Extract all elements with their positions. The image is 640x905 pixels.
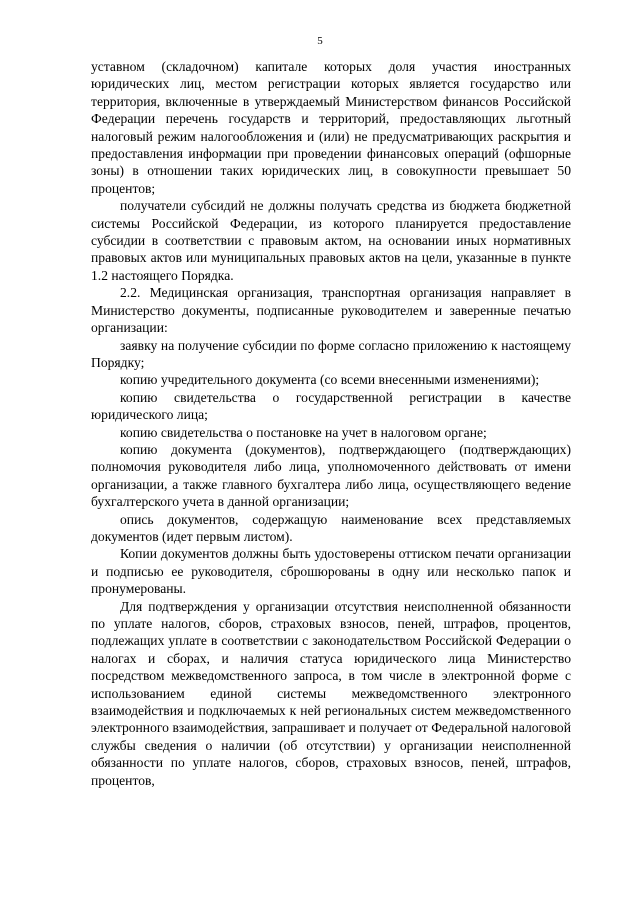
paragraph-interagency-request: Для подтверждения у организации отсутствия неисполненной обязанности по уплате налогов, сборов, страховых взносов, пеней, штрафов, процентов, подлежащих уплате в соответствии с законодательством Российской Федерации о налогах и сборах, и наличия статуса юридического лица Министерство посредством межведомственного запроса, в том числе в электронной форме с использованием единой системы межведомственного электронного взаимодействия и подключаемых к ней региональных систем межведомственного электронного взаимодействия, запрашивает и получает от Федеральной налоговой службы сведения о наличии (об отсутствии) у организации неисполненной обязанности по уплате налогов, сборов, страховых взносов, пеней, штрафов, процентов, [91,598,571,788]
paragraph-no-budget-funds: получатели субсидий не должны получать средства из бюджета бюджетной системы Российской Федерации, из которого планируется предоставление субсидии в соответствии с правовым актом, на основании иных нормативных правовых актов или муниципальных правовых актов на цели, указанные в пункте 1.2 настоящего Порядка. [91,198,571,283]
list-item-charter-copy: копию учредительного документа (со всеми внесенными изменениями); [120,372,540,388]
list-item-tax-registration: копию свидетельства о постановке на учет в налоговом органе; [120,424,487,440]
list-item-inventory: опись документов, содержащую наименование всех представляемых документов (идет первым листом). [91,511,571,544]
list-item-application: заявку на получение субсидии по форме согласно приложению к настоящему Порядку; [91,337,571,370]
list-item-authority-documents: копию документа (документов), подтверждающего (подтверждающих) полномочия руководителя либо лица, уполномоченного действовать от имени организации, а также главного бухгалтера либо лица, осуществляющего ведение бухгалтерского учета в данной организации; [91,441,571,510]
document-body [91,58,571,789]
paragraph-copies-certification: Копии документов должны быть удостоверены оттиском печати организации и подписью ее руководителя, сброшюрованы в одну или несколько папок и пронумерованы. [91,546,571,597]
list-item-registration-certificate: копию свидетельства о государственной регистрации в качестве юридического лица; [91,389,571,423]
paragraph-2-2-documents: 2.2. Медицинская организация, транспортная организация направляет в Министерство документы, подписанные руководителем и заверенные печатью организации: [91,285,571,336]
paragraph-offshore-continuation: уставном (складочном) капитале которых доля участия иностранных юридических лиц, местом регистрации которых является государство или территория, включенные в утверждаемый Министерством финансов Российской Федерации перечень государств и территорий, предоставляющих льготный налоговый режим налогообложения и (или) не предусматривающих раскрытия и предоставления информации при проведении финансовых операций (офшорные зоны) в отношении таких юридических лиц, в совокупности превышает 50 процентов; [91,59,571,196]
page-number: 5 [317,35,323,47]
